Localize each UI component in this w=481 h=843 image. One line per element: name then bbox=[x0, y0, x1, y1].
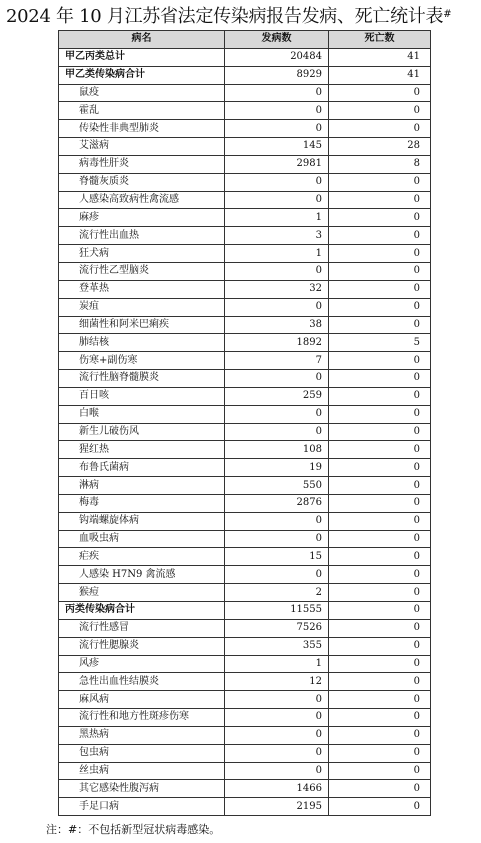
deaths-cell: 0 bbox=[329, 405, 431, 423]
table-row bbox=[59, 245, 431, 263]
disease-name-cell: 肺结核 bbox=[59, 334, 225, 352]
deaths-cell: 0 bbox=[329, 619, 431, 637]
disease-name-cell: 布鲁氏菌病 bbox=[59, 459, 225, 477]
cases-cell: 0 bbox=[225, 512, 329, 530]
disease-name-cell: 疟疾 bbox=[59, 548, 225, 566]
table-row bbox=[59, 423, 431, 441]
cases-cell: 0 bbox=[225, 744, 329, 762]
disease-name-cell: 钩端螺旋体病 bbox=[59, 512, 225, 530]
cases-cell: 15 bbox=[225, 548, 329, 566]
disease-name-cell: 猴痘 bbox=[59, 584, 225, 602]
deaths-cell: 0 bbox=[329, 84, 431, 102]
disease-name-cell: 流行性出血热 bbox=[59, 227, 225, 245]
deaths-cell: 0 bbox=[329, 191, 431, 209]
deaths-cell: 0 bbox=[329, 387, 431, 405]
deaths-cell: 0 bbox=[329, 494, 431, 512]
table-header-row bbox=[59, 31, 431, 49]
cases-cell: 2876 bbox=[225, 494, 329, 512]
table-row bbox=[59, 584, 431, 602]
cases-cell: 259 bbox=[225, 387, 329, 405]
deaths-cell: 0 bbox=[329, 691, 431, 709]
cases-cell: 0 bbox=[225, 173, 329, 191]
disease-name-cell: 新生儿破伤风 bbox=[59, 423, 225, 441]
deaths-cell: 41 bbox=[329, 66, 431, 84]
disease-name-cell: 艾滋病 bbox=[59, 138, 225, 156]
cases-cell: 7 bbox=[225, 352, 329, 370]
page-title bbox=[6, 4, 481, 30]
cases-cell: 0 bbox=[225, 726, 329, 744]
table-row bbox=[59, 280, 431, 298]
deaths-cell: 0 bbox=[329, 798, 431, 816]
table-row bbox=[59, 334, 431, 352]
cases-cell: 355 bbox=[225, 637, 329, 655]
table-row bbox=[59, 120, 431, 138]
disease-name-cell: 猩红热 bbox=[59, 441, 225, 459]
deaths-cell: 0 bbox=[329, 726, 431, 744]
cases-cell: 0 bbox=[225, 120, 329, 138]
disease-name-cell: 丝虫病 bbox=[59, 762, 225, 780]
disease-name-cell: 丙类传染病合计 bbox=[59, 602, 225, 620]
disease-name-cell: 炭疽 bbox=[59, 298, 225, 316]
cases-cell: 38 bbox=[225, 316, 329, 334]
cases-cell: 1 bbox=[225, 245, 329, 263]
cases-cell: 7526 bbox=[225, 619, 329, 637]
cases-cell: 0 bbox=[225, 691, 329, 709]
disease-name-cell: 包虫病 bbox=[59, 744, 225, 762]
disease-name-cell: 脊髓灰质炎 bbox=[59, 173, 225, 191]
table-row bbox=[59, 102, 431, 120]
table-row bbox=[59, 548, 431, 566]
deaths-cell: 0 bbox=[329, 673, 431, 691]
disease-name-cell: 麻疹 bbox=[59, 209, 225, 227]
disease-name-cell: 流行性脑脊髓膜炎 bbox=[59, 370, 225, 388]
disease-name-cell: 血吸虫病 bbox=[59, 530, 225, 548]
deaths-cell: 0 bbox=[329, 352, 431, 370]
table-row bbox=[59, 191, 431, 209]
table-row bbox=[59, 780, 431, 798]
table-row bbox=[59, 691, 431, 709]
table-row bbox=[59, 138, 431, 156]
table-row bbox=[59, 387, 431, 405]
disease-name-cell: 麻风病 bbox=[59, 691, 225, 709]
title-footnote-mark: # bbox=[443, 9, 452, 20]
cases-cell: 0 bbox=[225, 84, 329, 102]
disease-name-cell: 伤寒+副伤寒 bbox=[59, 352, 225, 370]
title-text: 2024 年 10 月江苏省法定传染病报告发病、死亡统计表 bbox=[6, 6, 444, 27]
table-row bbox=[59, 762, 431, 780]
deaths-cell: 0 bbox=[329, 530, 431, 548]
cases-cell: 0 bbox=[225, 370, 329, 388]
deaths-cell: 0 bbox=[329, 370, 431, 388]
table-row bbox=[59, 459, 431, 477]
disease-name-cell: 传染性非典型肺炎 bbox=[59, 120, 225, 138]
cases-cell: 2195 bbox=[225, 798, 329, 816]
deaths-cell: 0 bbox=[329, 637, 431, 655]
table-row bbox=[59, 352, 431, 370]
table-row bbox=[59, 637, 431, 655]
deaths-cell: 0 bbox=[329, 566, 431, 584]
disease-statistics-table bbox=[58, 30, 431, 816]
deaths-cell: 5 bbox=[329, 334, 431, 352]
table-row bbox=[59, 512, 431, 530]
table-row bbox=[59, 209, 431, 227]
disease-name-cell: 风疹 bbox=[59, 655, 225, 673]
table-row bbox=[59, 619, 431, 637]
disease-name-cell: 白喉 bbox=[59, 405, 225, 423]
disease-name-cell: 狂犬病 bbox=[59, 245, 225, 263]
deaths-cell: 0 bbox=[329, 584, 431, 602]
column-header-disease: 病名 bbox=[59, 31, 225, 49]
cases-cell: 0 bbox=[225, 709, 329, 727]
table-row bbox=[59, 227, 431, 245]
table-row bbox=[59, 494, 431, 512]
cases-cell: 20484 bbox=[225, 48, 329, 66]
cases-cell: 1892 bbox=[225, 334, 329, 352]
deaths-cell: 0 bbox=[329, 102, 431, 120]
cases-cell: 3 bbox=[225, 227, 329, 245]
cases-cell: 32 bbox=[225, 280, 329, 298]
table-row bbox=[59, 566, 431, 584]
table-row bbox=[59, 655, 431, 673]
table-row bbox=[59, 298, 431, 316]
disease-name-cell: 百日咳 bbox=[59, 387, 225, 405]
cases-cell: 145 bbox=[225, 138, 329, 156]
disease-name-cell: 甲乙类传染病合计 bbox=[59, 66, 225, 84]
footnote: 注：#：不包括新型冠状病毒感染。 bbox=[46, 823, 221, 836]
table-row bbox=[59, 173, 431, 191]
deaths-cell: 0 bbox=[329, 120, 431, 138]
disease-name-cell: 急性出血性结膜炎 bbox=[59, 673, 225, 691]
disease-name-cell: 淋病 bbox=[59, 477, 225, 495]
table-row bbox=[59, 405, 431, 423]
disease-name-cell: 霍乱 bbox=[59, 102, 225, 120]
table-row bbox=[59, 798, 431, 816]
disease-name-cell: 流行性感冒 bbox=[59, 619, 225, 637]
cases-cell: 0 bbox=[225, 423, 329, 441]
deaths-cell: 41 bbox=[329, 48, 431, 66]
disease-name-cell: 黑热病 bbox=[59, 726, 225, 744]
disease-name-cell: 细菌性和阿米巴痢疾 bbox=[59, 316, 225, 334]
deaths-cell: 0 bbox=[329, 709, 431, 727]
deaths-cell: 8 bbox=[329, 155, 431, 173]
cases-cell: 0 bbox=[225, 762, 329, 780]
disease-name-cell: 手足口病 bbox=[59, 798, 225, 816]
cases-cell: 0 bbox=[225, 566, 329, 584]
deaths-cell: 0 bbox=[329, 477, 431, 495]
deaths-cell: 0 bbox=[329, 316, 431, 334]
cases-cell: 0 bbox=[225, 405, 329, 423]
deaths-cell: 0 bbox=[329, 209, 431, 227]
cases-cell: 19 bbox=[225, 459, 329, 477]
disease-name-cell: 病毒性肝炎 bbox=[59, 155, 225, 173]
table-row bbox=[59, 726, 431, 744]
deaths-cell: 0 bbox=[329, 780, 431, 798]
cases-cell: 12 bbox=[225, 673, 329, 691]
cases-cell: 550 bbox=[225, 477, 329, 495]
cases-cell: 0 bbox=[225, 298, 329, 316]
cases-cell: 11555 bbox=[225, 602, 329, 620]
table-row bbox=[59, 744, 431, 762]
disease-name-cell: 鼠疫 bbox=[59, 84, 225, 102]
cases-cell: 0 bbox=[225, 191, 329, 209]
deaths-cell: 0 bbox=[329, 602, 431, 620]
deaths-cell: 0 bbox=[329, 512, 431, 530]
disease-name-cell: 登革热 bbox=[59, 280, 225, 298]
deaths-cell: 0 bbox=[329, 262, 431, 280]
deaths-cell: 0 bbox=[329, 548, 431, 566]
table-body bbox=[59, 48, 431, 815]
cases-cell: 1 bbox=[225, 655, 329, 673]
table-row bbox=[59, 441, 431, 459]
deaths-cell: 0 bbox=[329, 762, 431, 780]
deaths-cell: 0 bbox=[329, 245, 431, 263]
disease-name-cell: 甲乙丙类总计 bbox=[59, 48, 225, 66]
table-row bbox=[59, 84, 431, 102]
cases-cell: 108 bbox=[225, 441, 329, 459]
cases-cell: 0 bbox=[225, 530, 329, 548]
deaths-cell: 0 bbox=[329, 173, 431, 191]
disease-name-cell: 人感染 H7N9 禽流感 bbox=[59, 566, 225, 584]
table-row bbox=[59, 262, 431, 280]
disease-name-cell: 其它感染性腹泻病 bbox=[59, 780, 225, 798]
deaths-cell: 0 bbox=[329, 423, 431, 441]
table-row bbox=[59, 602, 431, 620]
table-row bbox=[59, 66, 431, 84]
cases-cell: 0 bbox=[225, 262, 329, 280]
deaths-cell: 0 bbox=[329, 441, 431, 459]
deaths-cell: 0 bbox=[329, 744, 431, 762]
table-row bbox=[59, 709, 431, 727]
cases-cell: 2981 bbox=[225, 155, 329, 173]
cases-cell: 2 bbox=[225, 584, 329, 602]
deaths-cell: 0 bbox=[329, 459, 431, 477]
deaths-cell: 0 bbox=[329, 280, 431, 298]
table-row bbox=[59, 48, 431, 66]
deaths-cell: 0 bbox=[329, 227, 431, 245]
deaths-cell: 28 bbox=[329, 138, 431, 156]
table-row bbox=[59, 155, 431, 173]
cases-cell: 1 bbox=[225, 209, 329, 227]
table-row bbox=[59, 530, 431, 548]
disease-name-cell: 流行性乙型脑炎 bbox=[59, 262, 225, 280]
table-row bbox=[59, 316, 431, 334]
table-row bbox=[59, 477, 431, 495]
cases-cell: 0 bbox=[225, 102, 329, 120]
disease-name-cell: 流行性腮腺炎 bbox=[59, 637, 225, 655]
deaths-cell: 0 bbox=[329, 298, 431, 316]
cases-cell: 8929 bbox=[225, 66, 329, 84]
deaths-cell: 0 bbox=[329, 655, 431, 673]
cases-cell: 1466 bbox=[225, 780, 329, 798]
disease-name-cell: 梅毒 bbox=[59, 494, 225, 512]
disease-name-cell: 人感染高致病性禽流感 bbox=[59, 191, 225, 209]
table-row bbox=[59, 370, 431, 388]
disease-name-cell: 流行性和地方性斑疹伤寒 bbox=[59, 709, 225, 727]
column-header-cases: 发病数 bbox=[225, 31, 329, 49]
column-header-deaths: 死亡数 bbox=[329, 31, 431, 49]
table-row bbox=[59, 673, 431, 691]
